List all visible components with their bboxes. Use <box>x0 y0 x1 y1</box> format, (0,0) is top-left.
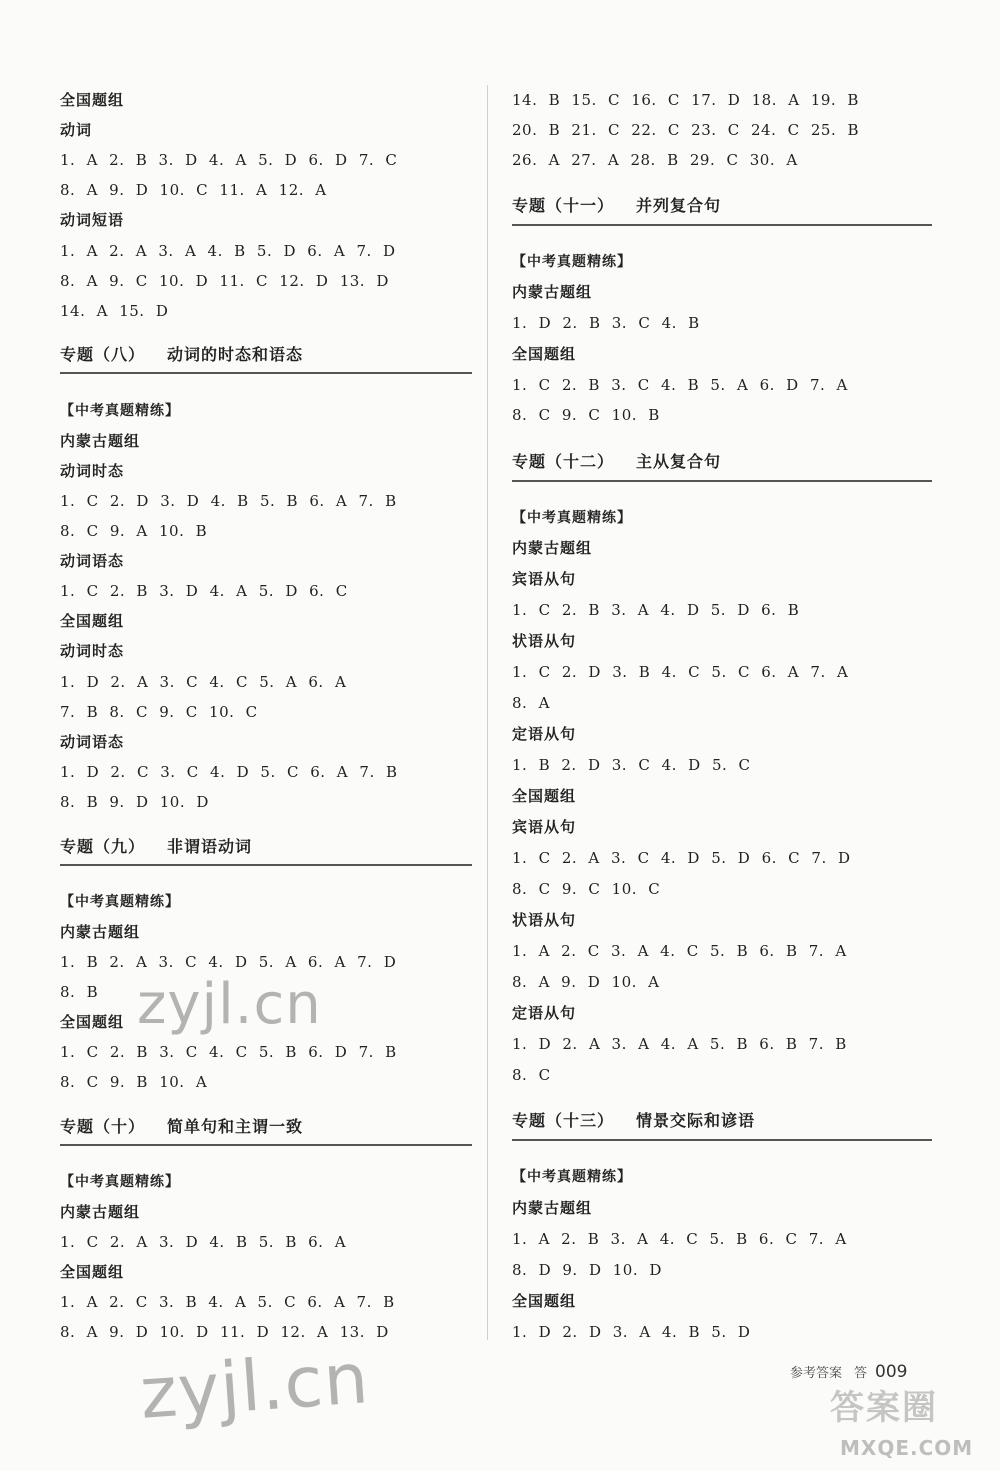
section-number: 专题（八） <box>60 345 146 364</box>
watermark: zyjl.cn <box>137 1337 372 1435</box>
page-footer <box>790 1362 907 1382</box>
answer-line: 8. B <box>60 983 99 1001</box>
subgroup-label: 定语从句 <box>512 1004 577 1022</box>
answer-line: 1. C 2. B 3. C 4. C 5. B 6. D 7. B <box>60 1043 397 1061</box>
answer-line: 20. B 21. C 22. C 23. C 24. C 25. B <box>512 121 860 139</box>
group-label: 内蒙古题组 <box>512 283 593 301</box>
watermark-url: MXQE.COM <box>840 1436 974 1460</box>
section-heading-10 <box>60 1117 303 1137</box>
subgroup-label: 动词语态 <box>60 552 125 570</box>
section-heading-8 <box>60 345 303 365</box>
answer-line: 8. A 9. D 10. D 11. D 12. A 13. D <box>60 1323 389 1341</box>
section-title: 动词的时态和语态 <box>167 345 304 364</box>
answer-line: 14. B 15. C 16. C 17. D 18. A 19. B <box>512 91 859 109</box>
group-label: 内蒙古题组 <box>512 539 593 557</box>
column-divider <box>487 85 488 1340</box>
section-heading-12 <box>512 452 721 472</box>
exercise-label: 【中考真题精练】 <box>512 1169 632 1185</box>
subgroup-label: 状语从句 <box>512 632 577 650</box>
section-number: 专题（十二） <box>512 452 615 471</box>
section-title: 情景交际和谚语 <box>636 1111 756 1130</box>
section-title: 主从复合句 <box>636 452 722 471</box>
watermark-logo: 答案圈 <box>830 1388 938 1428</box>
section-title: 并列复合句 <box>636 196 722 215</box>
answer-line: 1. C 2. B 3. C 4. B 5. A 6. D 7. A <box>512 376 848 394</box>
section-rule <box>60 372 472 374</box>
watermark: zyjl.cn <box>137 972 322 1037</box>
answer-line: 1. A 2. C 3. A 4. C 5. B 6. B 7. A <box>512 942 847 960</box>
answer-line: 1. C 2. A 3. D 4. B 5. B 6. A <box>60 1233 347 1251</box>
subgroup-label: 动词时态 <box>60 642 125 660</box>
answer-line: 1. A 2. B 3. A 4. C 5. B 6. C 7. A <box>512 1230 847 1248</box>
subgroup-label: 动词短语 <box>60 211 125 229</box>
subgroup-label: 状语从句 <box>512 911 577 929</box>
section-title: 简单句和主谓一致 <box>167 1117 304 1136</box>
answer-line: 8. A 9. D 10. A <box>512 973 660 991</box>
answer-line: 8. A 9. D 10. C 11. A 12. A <box>60 181 327 199</box>
section-heading-9 <box>60 837 252 857</box>
section-rule <box>512 1139 932 1141</box>
answer-line: 1. A 2. C 3. B 4. A 5. C 6. A 7. B <box>60 1293 395 1311</box>
answer-line: 1. A 2. A 3. A 4. B 5. D 6. A 7. D <box>60 242 396 260</box>
answer-line: 8. C 9. C 10. C <box>512 880 661 898</box>
subgroup-label: 动词 <box>60 121 93 139</box>
footer-label: 参考答案 <box>790 1366 843 1381</box>
answer-line: 1. D 2. D 3. A 4. B 5. D <box>512 1323 751 1341</box>
group-label: 全国题组 <box>60 1263 125 1281</box>
exercise-label: 【中考真题精练】 <box>60 403 180 419</box>
answer-line: 8. C 9. C 10. B <box>512 406 660 424</box>
answer-line: 8. B 9. D 10. D <box>60 793 209 811</box>
exercise-label: 【中考真题精练】 <box>60 1174 180 1190</box>
group-label: 全国题组 <box>512 787 577 805</box>
answer-line: 1. B 2. D 3. C 4. D 5. C <box>512 756 751 774</box>
section-rule <box>60 864 472 866</box>
answer-line: 1. D 2. C 3. C 4. D 5. C 6. A 7. B <box>60 763 398 781</box>
subgroup-label: 宾语从句 <box>512 570 577 588</box>
section-number: 专题（十） <box>60 1117 146 1136</box>
answer-line: 8. A 9. C 10. D 11. C 12. D 13. D <box>60 272 389 290</box>
answer-line: 8. C 9. B 10. A <box>60 1073 208 1091</box>
group-label: 内蒙古题组 <box>60 923 141 941</box>
answer-line: 8. D 9. D 10. D <box>512 1261 662 1279</box>
group-label: 全国题组 <box>512 1292 577 1310</box>
group-label: 全国题组 <box>60 91 125 109</box>
answer-line: 1. D 2. A 3. C 4. C 5. A 6. A <box>60 673 347 691</box>
section-heading-13 <box>512 1111 755 1131</box>
page-number: 009 <box>875 1362 908 1382</box>
section-number: 专题（九） <box>60 837 146 856</box>
answer-line: 1. C 2. B 3. A 4. D 5. D 6. B <box>512 601 800 619</box>
group-label: 内蒙古题组 <box>60 1203 141 1221</box>
answer-line: 14. A 15. D <box>60 302 169 320</box>
answer-line: 1. C 2. B 3. D 4. A 5. D 6. C <box>60 582 348 600</box>
answer-line: 1. A 2. B 3. D 4. A 5. D 6. D 7. C <box>60 151 398 169</box>
section-rule <box>60 1144 472 1146</box>
answer-line: 1. D 2. B 3. C 4. B <box>512 314 700 332</box>
group-label: 全国题组 <box>60 1013 125 1031</box>
group-label: 全国题组 <box>60 612 125 630</box>
answer-line: 8. C 9. A 10. B <box>60 522 208 540</box>
answer-line: 1. C 2. D 3. D 4. B 5. B 6. A 7. B <box>60 492 397 510</box>
exercise-label: 【中考真题精练】 <box>512 254 632 270</box>
answer-line: 8. A <box>512 694 550 712</box>
group-label: 全国题组 <box>512 345 577 363</box>
footer-prefix: 答 <box>854 1366 868 1381</box>
subgroup-label: 动词语态 <box>60 733 125 751</box>
subgroup-label: 宾语从句 <box>512 818 577 836</box>
subgroup-label: 动词时态 <box>60 462 125 480</box>
exercise-label: 【中考真题精练】 <box>60 894 180 910</box>
answer-line: 7. B 8. C 9. C 10. C <box>60 703 258 721</box>
section-rule <box>512 224 932 226</box>
subgroup-label: 定语从句 <box>512 725 577 743</box>
group-label: 内蒙古题组 <box>60 432 141 450</box>
section-number: 专题（十一） <box>512 196 615 215</box>
section-rule <box>512 480 932 482</box>
section-number: 专题（十三） <box>512 1111 615 1130</box>
section-title: 非谓语动词 <box>167 837 253 856</box>
answer-line: 1. D 2. A 3. A 4. A 5. B 6. B 7. B <box>512 1035 847 1053</box>
group-label: 内蒙古题组 <box>512 1199 593 1217</box>
section-heading-11 <box>512 196 721 216</box>
answer-line: 1. C 2. A 3. C 4. D 5. D 6. C 7. D <box>512 849 851 867</box>
answer-line: 1. B 2. A 3. C 4. D 5. A 6. A 7. D <box>60 953 397 971</box>
answer-line: 26. A 27. A 28. B 29. C 30. A <box>512 151 798 169</box>
answer-line: 1. C 2. D 3. B 4. C 5. C 6. A 7. A <box>512 663 849 681</box>
exercise-label: 【中考真题精练】 <box>512 510 632 526</box>
answer-line: 8. C <box>512 1066 551 1084</box>
